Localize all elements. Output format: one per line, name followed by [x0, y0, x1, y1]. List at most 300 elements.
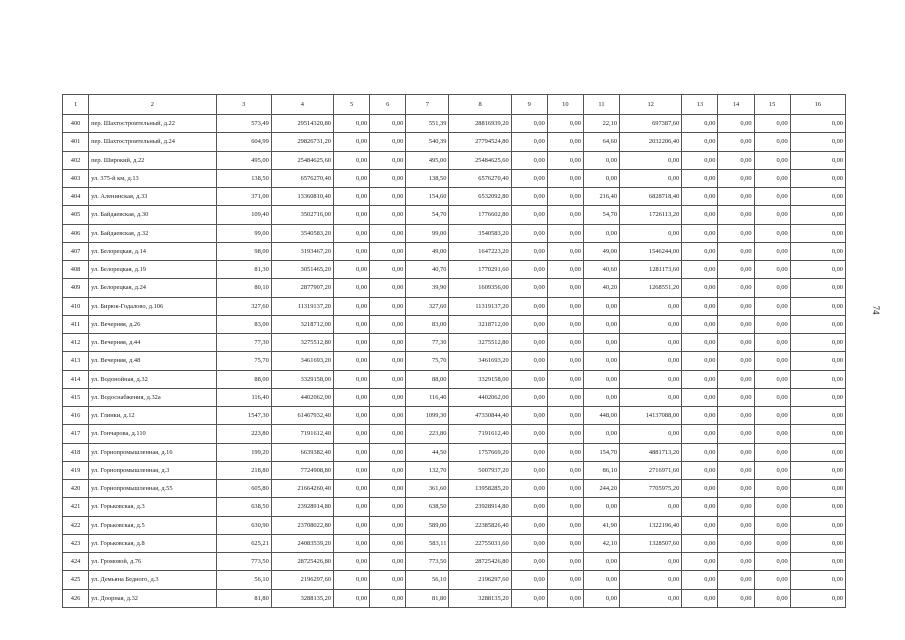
value-cell: 573,49 [216, 115, 271, 133]
value-cell: 0,00 [511, 279, 547, 297]
value-cell: 0,00 [682, 242, 718, 260]
value-cell: 3540583,20 [449, 224, 511, 242]
row-number-cell: 407 [63, 242, 89, 260]
value-cell: 0,00 [790, 480, 845, 498]
value-cell: 0,00 [718, 352, 754, 370]
column-header-2: 2 [89, 95, 216, 115]
value-cell: 0,00 [718, 388, 754, 406]
value-cell: 1609356,00 [449, 279, 511, 297]
row-number-cell: 412 [63, 334, 89, 352]
value-cell: 0,00 [718, 261, 754, 279]
value-cell: 40,70 [406, 261, 449, 279]
value-cell: 0,00 [790, 498, 845, 516]
value-cell: 0,00 [754, 534, 790, 552]
value-cell: 1322196,40 [620, 516, 682, 534]
value-cell: 0,00 [754, 388, 790, 406]
column-header-16: 16 [790, 95, 845, 115]
value-cell: 0,00 [754, 169, 790, 187]
value-cell: 0,00 [370, 297, 406, 315]
value-cell: 630,90 [216, 516, 271, 534]
address-cell: ул. Демьяна Бедного, д.3 [89, 571, 216, 589]
value-cell: 605,80 [216, 480, 271, 498]
value-cell: 83,00 [216, 315, 271, 333]
value-cell: 0,00 [754, 133, 790, 151]
value-cell: 0,00 [547, 443, 583, 461]
value-cell: 0,00 [547, 553, 583, 571]
value-cell: 7191612,40 [449, 425, 511, 443]
value-cell: 0,00 [682, 534, 718, 552]
value-cell: 77,30 [406, 334, 449, 352]
column-header-9: 9 [511, 95, 547, 115]
value-cell: 138,50 [406, 169, 449, 187]
table-row [63, 242, 846, 260]
value-cell: 86,10 [583, 461, 619, 479]
value-cell: 0,00 [334, 261, 370, 279]
value-cell: 132,70 [406, 461, 449, 479]
row-number-cell: 411 [63, 315, 89, 333]
address-cell: пер. Широкий, д.22 [89, 151, 216, 169]
value-cell: 0,00 [370, 315, 406, 333]
value-cell: 0,00 [718, 115, 754, 133]
value-cell: 0,00 [620, 352, 682, 370]
value-cell: 0,00 [547, 407, 583, 425]
address-cell: пер. Шахтостроительный, д.22 [89, 115, 216, 133]
value-cell: 41,90 [583, 516, 619, 534]
value-cell: 0,00 [718, 443, 754, 461]
table-row [63, 115, 846, 133]
value-cell: 0,00 [754, 443, 790, 461]
value-cell: 23708022,80 [271, 516, 333, 534]
value-cell: 29826731,20 [271, 133, 333, 151]
value-cell: 0,00 [790, 425, 845, 443]
value-cell: 6639382,40 [271, 443, 333, 461]
value-cell: 0,00 [682, 443, 718, 461]
value-cell: 22385826,40 [449, 516, 511, 534]
table-row [63, 388, 846, 406]
value-cell: 0,00 [620, 169, 682, 187]
value-cell: 3461693,20 [271, 352, 333, 370]
column-header-8: 8 [449, 95, 511, 115]
value-cell: 0,00 [754, 315, 790, 333]
value-cell: 0,00 [370, 334, 406, 352]
value-cell: 23928914,80 [449, 498, 511, 516]
value-cell: 0,00 [754, 407, 790, 425]
value-cell: 88,00 [406, 370, 449, 388]
value-cell: 0,00 [547, 279, 583, 297]
value-cell: 0,00 [547, 589, 583, 607]
address-cell: ул. Белорецкая, д.14 [89, 242, 216, 260]
row-number-cell: 415 [63, 388, 89, 406]
value-cell: 0,00 [718, 516, 754, 534]
value-cell: 7191612,40 [271, 425, 333, 443]
column-header-13: 13 [682, 95, 718, 115]
value-cell: 0,00 [790, 188, 845, 206]
value-cell: 0,00 [511, 242, 547, 260]
row-number-cell: 401 [63, 133, 89, 151]
column-header-5: 5 [334, 95, 370, 115]
value-cell: 0,00 [370, 480, 406, 498]
value-cell: 1776602,80 [449, 206, 511, 224]
column-header-15: 15 [754, 95, 790, 115]
value-cell: 0,00 [547, 206, 583, 224]
row-number-cell: 400 [63, 115, 89, 133]
value-cell: 2032206,40 [620, 133, 682, 151]
value-cell: 0,00 [511, 443, 547, 461]
value-cell: 0,00 [511, 206, 547, 224]
value-cell: 0,00 [754, 571, 790, 589]
value-cell: 7705975,20 [620, 480, 682, 498]
value-cell: 0,00 [790, 443, 845, 461]
value-cell: 22,10 [583, 115, 619, 133]
value-cell: 0,00 [790, 534, 845, 552]
value-cell: 0,00 [754, 553, 790, 571]
column-header-6: 6 [370, 95, 406, 115]
value-cell: 0,00 [334, 407, 370, 425]
value-cell: 24083539,20 [271, 534, 333, 552]
value-cell: 0,00 [620, 553, 682, 571]
table-row [63, 370, 846, 388]
row-number-cell: 403 [63, 169, 89, 187]
value-cell: 0,00 [511, 352, 547, 370]
value-cell: 13958285,20 [449, 480, 511, 498]
value-cell: 0,00 [583, 315, 619, 333]
value-cell: 0,00 [370, 498, 406, 516]
value-cell: 0,00 [682, 169, 718, 187]
value-cell: 11319137,20 [271, 297, 333, 315]
value-cell: 0,00 [583, 425, 619, 443]
value-cell: 154,70 [583, 443, 619, 461]
value-cell: 0,00 [682, 297, 718, 315]
value-cell: 3218712,00 [271, 315, 333, 333]
value-cell: 0,00 [547, 370, 583, 388]
value-cell: 0,00 [790, 370, 845, 388]
value-cell: 0,00 [754, 334, 790, 352]
value-cell: 3275512,80 [271, 334, 333, 352]
value-cell: 0,00 [790, 516, 845, 534]
value-cell: 0,00 [790, 279, 845, 297]
value-cell: 25484625,60 [271, 151, 333, 169]
value-cell: 0,00 [334, 589, 370, 607]
value-cell: 0,00 [547, 498, 583, 516]
address-cell: ул. Глинки, д.12 [89, 407, 216, 425]
value-cell: 361,60 [406, 480, 449, 498]
value-cell: 0,00 [511, 115, 547, 133]
value-cell: 0,00 [334, 279, 370, 297]
value-cell: 0,00 [620, 571, 682, 589]
table-row [63, 553, 846, 571]
value-cell: 56,10 [406, 571, 449, 589]
value-cell: 0,00 [583, 151, 619, 169]
column-header-11: 11 [583, 95, 619, 115]
value-cell: 0,00 [682, 553, 718, 571]
column-header-3: 3 [216, 95, 271, 115]
value-cell: 11319137,20 [449, 297, 511, 315]
value-cell: 0,00 [511, 370, 547, 388]
address-cell: ул. Байдаевская, д.30 [89, 206, 216, 224]
value-cell: 0,00 [370, 206, 406, 224]
address-cell: ул. Вечерняя, д.44 [89, 334, 216, 352]
value-cell: 0,00 [334, 334, 370, 352]
value-cell: 0,00 [334, 352, 370, 370]
value-cell: 0,00 [718, 425, 754, 443]
value-cell: 0,00 [718, 334, 754, 352]
value-cell: 0,00 [718, 370, 754, 388]
value-cell: 0,00 [682, 388, 718, 406]
value-cell: 27794524,80 [449, 133, 511, 151]
value-cell: 0,00 [790, 133, 845, 151]
value-cell: 0,00 [790, 242, 845, 260]
table-row [63, 498, 846, 516]
value-cell: 0,00 [547, 516, 583, 534]
value-cell: 0,00 [790, 388, 845, 406]
value-cell: 0,00 [718, 589, 754, 607]
value-cell: 0,00 [334, 169, 370, 187]
value-cell: 0,00 [511, 224, 547, 242]
value-cell: 5007937,20 [449, 461, 511, 479]
address-cell: ул. Горьковская, д.8 [89, 534, 216, 552]
value-cell: 0,00 [370, 242, 406, 260]
value-cell: 0,00 [718, 279, 754, 297]
table-header-row [63, 95, 846, 115]
value-cell: 0,00 [754, 480, 790, 498]
value-cell: 83,00 [406, 315, 449, 333]
value-cell: 0,00 [547, 352, 583, 370]
value-cell: 0,00 [682, 133, 718, 151]
value-cell: 81,80 [406, 589, 449, 607]
row-number-cell: 418 [63, 443, 89, 461]
value-cell: 3193467,20 [271, 242, 333, 260]
value-cell: 0,00 [790, 589, 845, 607]
value-cell: 40,60 [583, 261, 619, 279]
value-cell: 0,00 [754, 516, 790, 534]
value-cell: 0,00 [547, 169, 583, 187]
column-header-4: 4 [271, 95, 333, 115]
value-cell: 0,00 [547, 242, 583, 260]
value-cell: 0,00 [547, 151, 583, 169]
value-cell: 22755031,60 [449, 534, 511, 552]
value-cell: 0,00 [790, 461, 845, 479]
value-cell: 0,00 [334, 242, 370, 260]
value-cell: 49,00 [583, 242, 619, 260]
value-cell: 77,30 [216, 334, 271, 352]
value-cell: 1757669,20 [449, 443, 511, 461]
value-cell: 0,00 [620, 224, 682, 242]
value-cell: 138,50 [216, 169, 271, 187]
value-cell: 6532092,80 [449, 188, 511, 206]
value-cell: 0,00 [583, 370, 619, 388]
value-cell: 495,00 [406, 151, 449, 169]
value-cell: 0,00 [718, 498, 754, 516]
value-cell: 0,00 [718, 206, 754, 224]
value-cell: 14137088,00 [620, 407, 682, 425]
value-cell: 0,00 [790, 115, 845, 133]
value-cell: 0,00 [718, 224, 754, 242]
value-cell: 0,00 [682, 516, 718, 534]
value-cell: 0,00 [718, 242, 754, 260]
value-cell: 0,00 [511, 425, 547, 443]
value-cell: 638,50 [406, 498, 449, 516]
address-cell: ул. Горьковская, д.5 [89, 516, 216, 534]
value-cell: 697387,60 [620, 115, 682, 133]
value-cell: 0,00 [754, 224, 790, 242]
value-cell: 28725426,80 [449, 553, 511, 571]
value-cell: 0,00 [790, 334, 845, 352]
value-cell: 80,10 [216, 279, 271, 297]
address-cell: ул. Белорецкая, д.24 [89, 279, 216, 297]
value-cell: 0,00 [334, 224, 370, 242]
value-cell: 0,00 [790, 315, 845, 333]
value-cell: 0,00 [370, 352, 406, 370]
value-cell: 0,00 [790, 151, 845, 169]
address-cell: ул. 375-й км, д.13 [89, 169, 216, 187]
value-cell: 0,00 [334, 498, 370, 516]
value-cell: 0,00 [511, 407, 547, 425]
value-cell: 223,80 [406, 425, 449, 443]
value-cell: 604,99 [216, 133, 271, 151]
value-cell: 0,00 [754, 498, 790, 516]
table-row [63, 133, 846, 151]
value-cell: 0,00 [370, 261, 406, 279]
value-cell: 0,00 [547, 261, 583, 279]
value-cell: 1770291,60 [449, 261, 511, 279]
value-cell: 0,00 [583, 498, 619, 516]
table-row [63, 334, 846, 352]
value-cell: 0,00 [547, 315, 583, 333]
value-cell: 625,21 [216, 534, 271, 552]
value-cell: 0,00 [754, 188, 790, 206]
value-cell: 773,50 [216, 553, 271, 571]
table-row [63, 151, 846, 169]
address-cell: ул. Громовой, д.76 [89, 553, 216, 571]
value-cell: 0,00 [754, 115, 790, 133]
value-cell: 0,00 [790, 224, 845, 242]
value-cell: 0,00 [754, 261, 790, 279]
value-cell: 0,00 [334, 571, 370, 589]
value-cell: 44,50 [406, 443, 449, 461]
value-cell: 0,00 [370, 133, 406, 151]
value-cell: 773,50 [406, 553, 449, 571]
value-cell: 0,00 [754, 589, 790, 607]
value-cell: 0,00 [511, 388, 547, 406]
value-cell: 7724908,80 [271, 461, 333, 479]
value-cell: 116,40 [406, 388, 449, 406]
value-cell: 75,70 [406, 352, 449, 370]
value-cell: 0,00 [583, 224, 619, 242]
value-cell: 0,00 [370, 279, 406, 297]
column-header-12: 12 [620, 95, 682, 115]
address-cell: ул. Водоснабжения, д.32а [89, 388, 216, 406]
value-cell: 3275512,80 [449, 334, 511, 352]
table-row [63, 480, 846, 498]
value-cell: 223,80 [216, 425, 271, 443]
table-row [63, 534, 846, 552]
value-cell: 0,00 [511, 169, 547, 187]
value-cell: 0,00 [754, 297, 790, 315]
value-cell: 0,00 [511, 133, 547, 151]
value-cell: 3051465,20 [271, 261, 333, 279]
row-number-cell: 402 [63, 151, 89, 169]
value-cell: 371,00 [216, 188, 271, 206]
value-cell: 1281173,60 [620, 261, 682, 279]
value-cell: 0,00 [620, 425, 682, 443]
value-cell: 0,00 [682, 279, 718, 297]
value-cell: 88,00 [216, 370, 271, 388]
value-cell: 47330844,40 [449, 407, 511, 425]
value-cell: 0,00 [682, 224, 718, 242]
value-cell: 0,00 [547, 571, 583, 589]
column-header-14: 14 [718, 95, 754, 115]
table-row [63, 261, 846, 279]
value-cell: 0,00 [754, 352, 790, 370]
value-cell: 0,00 [547, 297, 583, 315]
table-row [63, 315, 846, 333]
value-cell: 0,00 [511, 571, 547, 589]
value-cell: 0,00 [370, 553, 406, 571]
value-cell: 0,00 [334, 480, 370, 498]
value-cell: 0,00 [334, 206, 370, 224]
data-table [62, 94, 846, 608]
value-cell: 0,00 [754, 461, 790, 479]
value-cell: 0,00 [718, 297, 754, 315]
value-cell: 39,90 [406, 279, 449, 297]
address-cell: ул. Белорецкая, д.19 [89, 261, 216, 279]
value-cell: 40,20 [583, 279, 619, 297]
value-cell: 0,00 [682, 115, 718, 133]
value-cell: 0,00 [511, 334, 547, 352]
value-cell: 0,00 [620, 315, 682, 333]
value-cell: 0,00 [370, 534, 406, 552]
address-cell: ул. Водонойная, д.32 [89, 370, 216, 388]
value-cell: 583,11 [406, 534, 449, 552]
value-cell: 0,00 [511, 261, 547, 279]
row-number-cell: 420 [63, 480, 89, 498]
column-header-1: 1 [63, 95, 89, 115]
value-cell: 589,00 [406, 516, 449, 534]
value-cell: 3329158,00 [271, 370, 333, 388]
value-cell: 0,00 [718, 188, 754, 206]
value-cell: 0,00 [682, 151, 718, 169]
table-row [63, 571, 846, 589]
value-cell: 0,00 [620, 334, 682, 352]
value-cell: 0,00 [682, 425, 718, 443]
value-cell: 0,00 [370, 188, 406, 206]
value-cell: 116,40 [216, 388, 271, 406]
row-number-cell: 406 [63, 224, 89, 242]
row-number-cell: 410 [63, 297, 89, 315]
address-cell: ул. Вечерняя, д.26 [89, 315, 216, 333]
value-cell: 0,00 [511, 461, 547, 479]
value-cell: 0,00 [370, 115, 406, 133]
value-cell: 0,00 [370, 425, 406, 443]
row-number-cell: 424 [63, 553, 89, 571]
value-cell: 0,00 [754, 151, 790, 169]
value-cell: 3218712,00 [449, 315, 511, 333]
table-row [63, 425, 846, 443]
value-cell: 56,10 [216, 571, 271, 589]
row-number-cell: 414 [63, 370, 89, 388]
value-cell: 3329158,00 [449, 370, 511, 388]
value-cell: 0,00 [682, 206, 718, 224]
value-cell: 638,50 [216, 498, 271, 516]
table-row [63, 206, 846, 224]
address-cell: ул. Байдаевская, д.32 [89, 224, 216, 242]
value-cell: 1268551,20 [620, 279, 682, 297]
value-cell: 0,00 [370, 589, 406, 607]
value-cell: 1546244,00 [620, 242, 682, 260]
value-cell: 448,00 [583, 407, 619, 425]
value-cell: 0,00 [790, 553, 845, 571]
value-cell: 3288135,20 [271, 589, 333, 607]
